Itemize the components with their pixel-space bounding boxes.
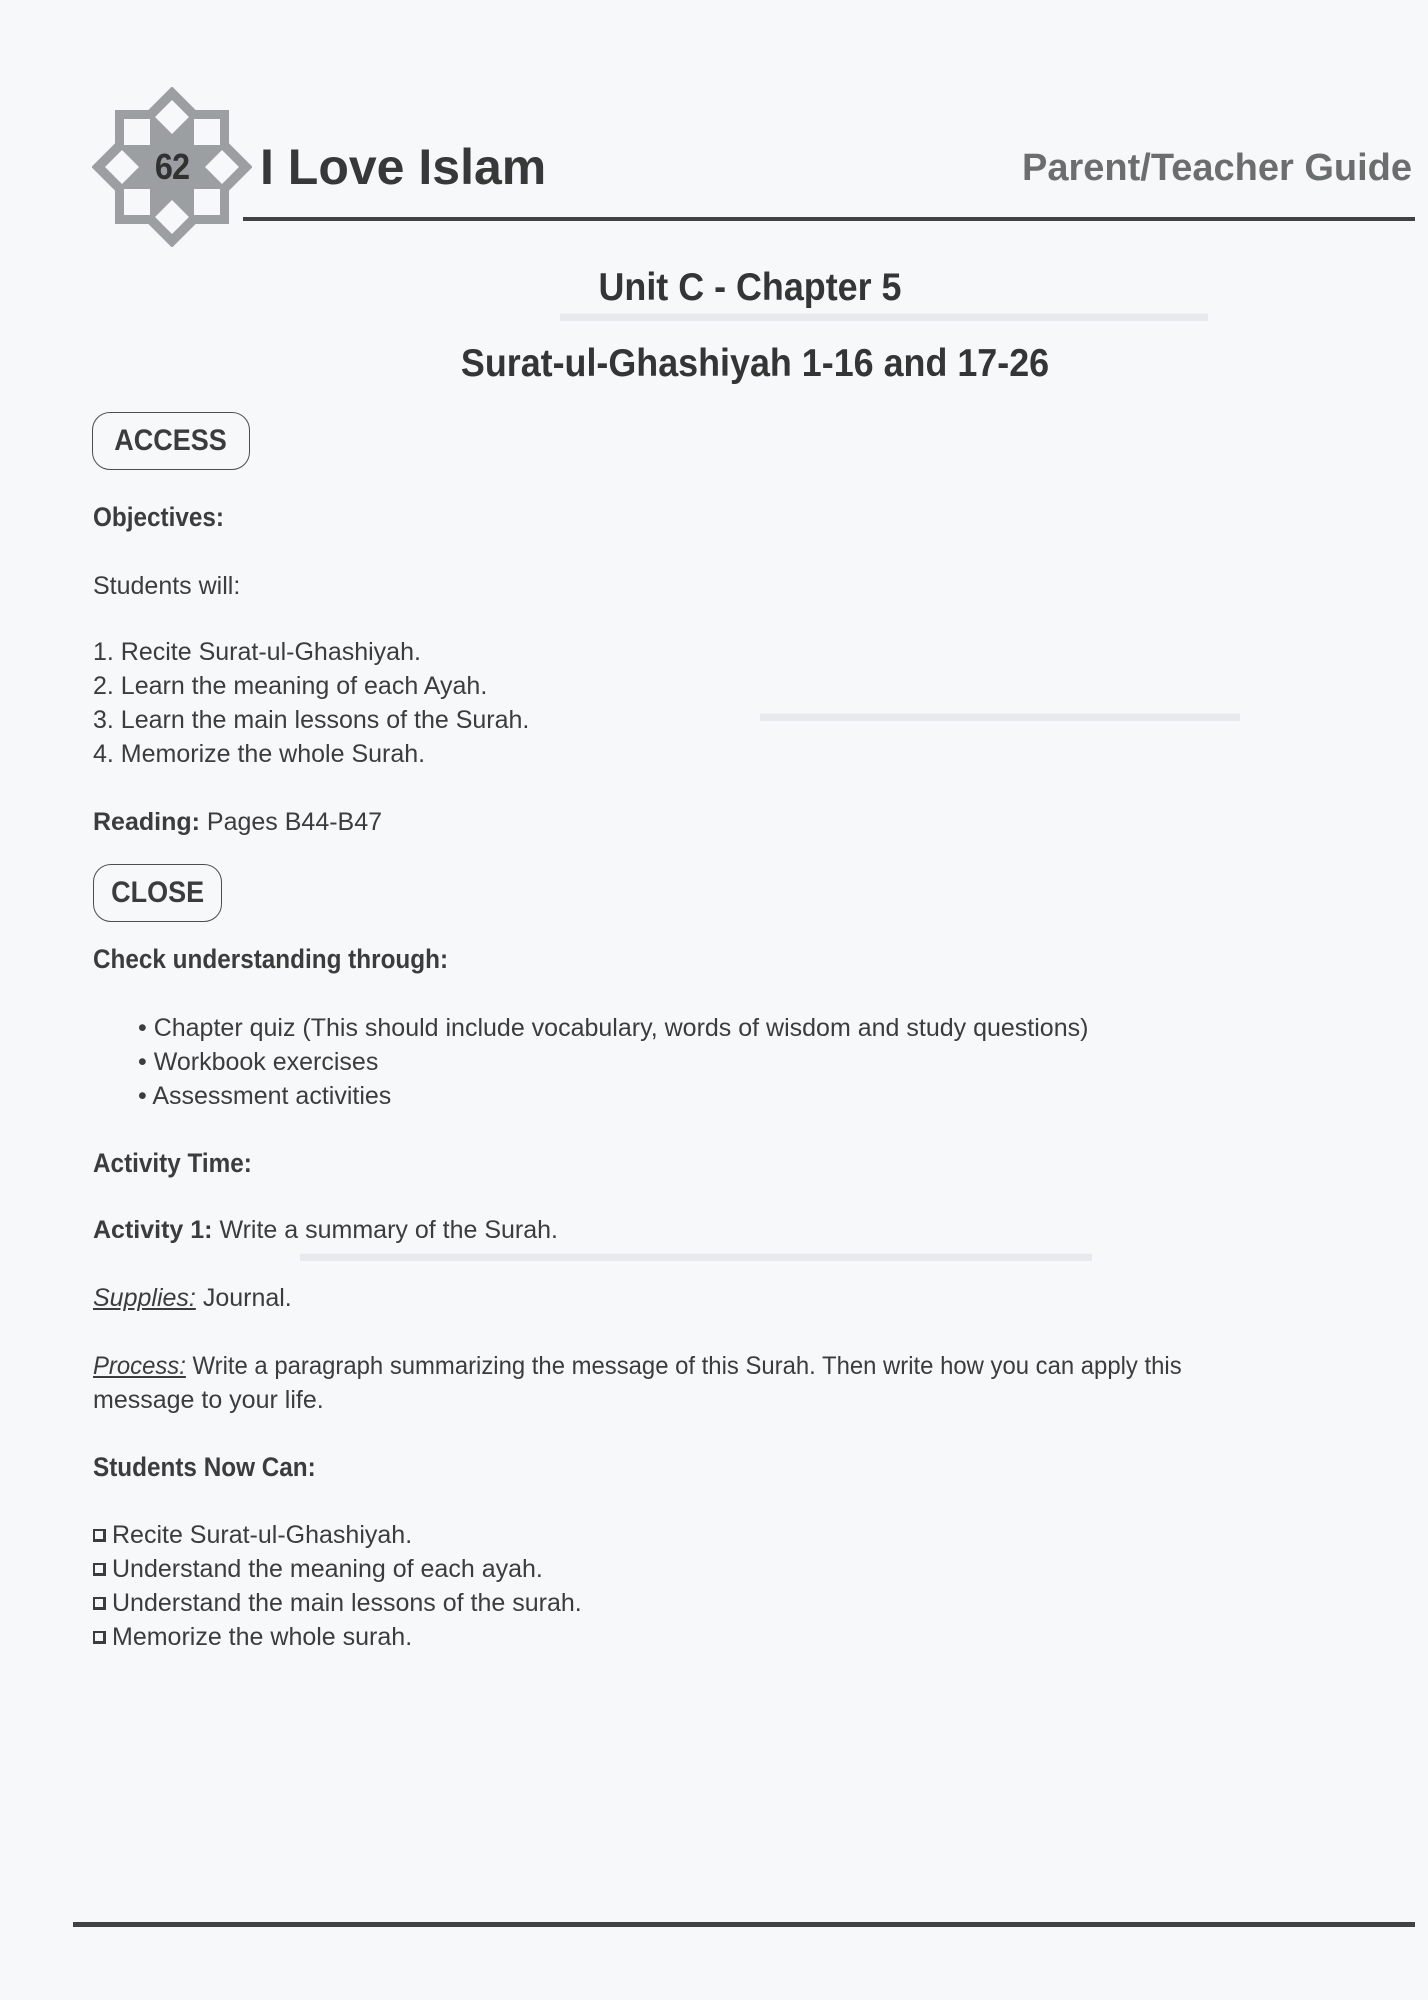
- checkbox-icon: [93, 1563, 106, 1576]
- close-tag: [93, 864, 222, 922]
- supplies-line: [93, 1284, 292, 1313]
- objective-item: 3. Learn the main lessons of the Surah.: [93, 706, 530, 734]
- reading-line: [93, 808, 382, 837]
- page-number: 62: [154, 146, 190, 187]
- checklist-item: [93, 1521, 412, 1550]
- activity-1-line: [93, 1216, 558, 1245]
- access-tag-label: ACCESS: [114, 424, 228, 457]
- students-will-intro: Students will:: [93, 572, 241, 600]
- unit-chapter-title: Unit C - Chapter 5: [598, 266, 902, 309]
- checkbox-icon: [93, 1631, 106, 1644]
- bleed-through: ▬▬▬▬▬▬▬▬▬▬▬▬▬▬▬▬▬▬▬▬: [760, 700, 1240, 727]
- bleed-through: ▬▬▬▬▬▬▬▬▬▬▬▬▬▬▬▬▬▬▬▬▬▬▬▬▬▬▬▬▬▬▬▬▬: [300, 1240, 1092, 1267]
- supplies-label: Supplies:: [93, 1284, 196, 1312]
- process-line: [93, 1352, 1182, 1381]
- objective-item: 1. Recite Surat-ul-Ghashiyah.: [93, 638, 421, 666]
- checkbox-icon: [93, 1597, 106, 1610]
- objectives-heading: Objectives:: [93, 502, 225, 532]
- activity-1-label: Activity 1:: [93, 1216, 213, 1244]
- bleed-through: ▬▬▬▬▬▬▬▬▬▬▬▬▬▬▬▬▬▬▬▬▬▬▬▬▬▬▬: [560, 300, 1208, 327]
- objective-item: 2. Learn the meaning of each Ayah.: [93, 672, 488, 700]
- guide-title: Parent/Teacher Guide: [1022, 147, 1412, 189]
- checkbox-icon: [93, 1529, 106, 1542]
- assessment-bullet: • Chapter quiz (This should include vocabulary, words of wisdom and study questions): [138, 1014, 1089, 1042]
- assessment-bullet: • Workbook exercises: [138, 1048, 379, 1076]
- close-tag-label: CLOSE: [110, 876, 205, 909]
- checklist-item: [93, 1555, 543, 1584]
- header-divider: [243, 217, 1415, 221]
- checklist-item: [93, 1589, 582, 1618]
- objective-item: 4. Memorize the whole Surah.: [93, 740, 426, 768]
- process-text-continued: message to your life.: [93, 1386, 324, 1414]
- reading-value: Pages B44-B47: [206, 808, 383, 836]
- book-title: I Love Islam: [260, 139, 547, 195]
- assessment-bullet: • Assessment activities: [138, 1082, 392, 1110]
- checklist-item-label: Recite Surat-ul-Ghashiyah.: [112, 1521, 413, 1549]
- checklist-item-label: Understand the main lessons of the surah.: [112, 1589, 582, 1617]
- students-now-can-heading: Students Now Can:: [93, 1452, 316, 1482]
- check-understanding-heading: Check understanding through:: [93, 944, 449, 974]
- footer-divider: [73, 1922, 1415, 1927]
- checklist-item-label: Understand the meaning of each ayah.: [112, 1555, 543, 1583]
- access-tag: [92, 412, 250, 470]
- checklist-item-label: Memorize the whole surah.: [112, 1623, 413, 1651]
- lesson-title: Surat-ul-Ghashiyah 1-16 and 17-26: [460, 342, 1050, 385]
- activity-time-heading: Activity Time:: [93, 1148, 252, 1178]
- supplies-text: Journal.: [202, 1284, 292, 1312]
- process-label: Process:: [93, 1352, 186, 1380]
- activity-1-text: Write a summary of the Surah.: [219, 1216, 558, 1244]
- checklist-item: [93, 1623, 412, 1652]
- process-text: Write a paragraph summarizing the message of this Surah. Then write how you can apply this: [192, 1352, 1182, 1380]
- reading-label: Reading:: [93, 808, 200, 836]
